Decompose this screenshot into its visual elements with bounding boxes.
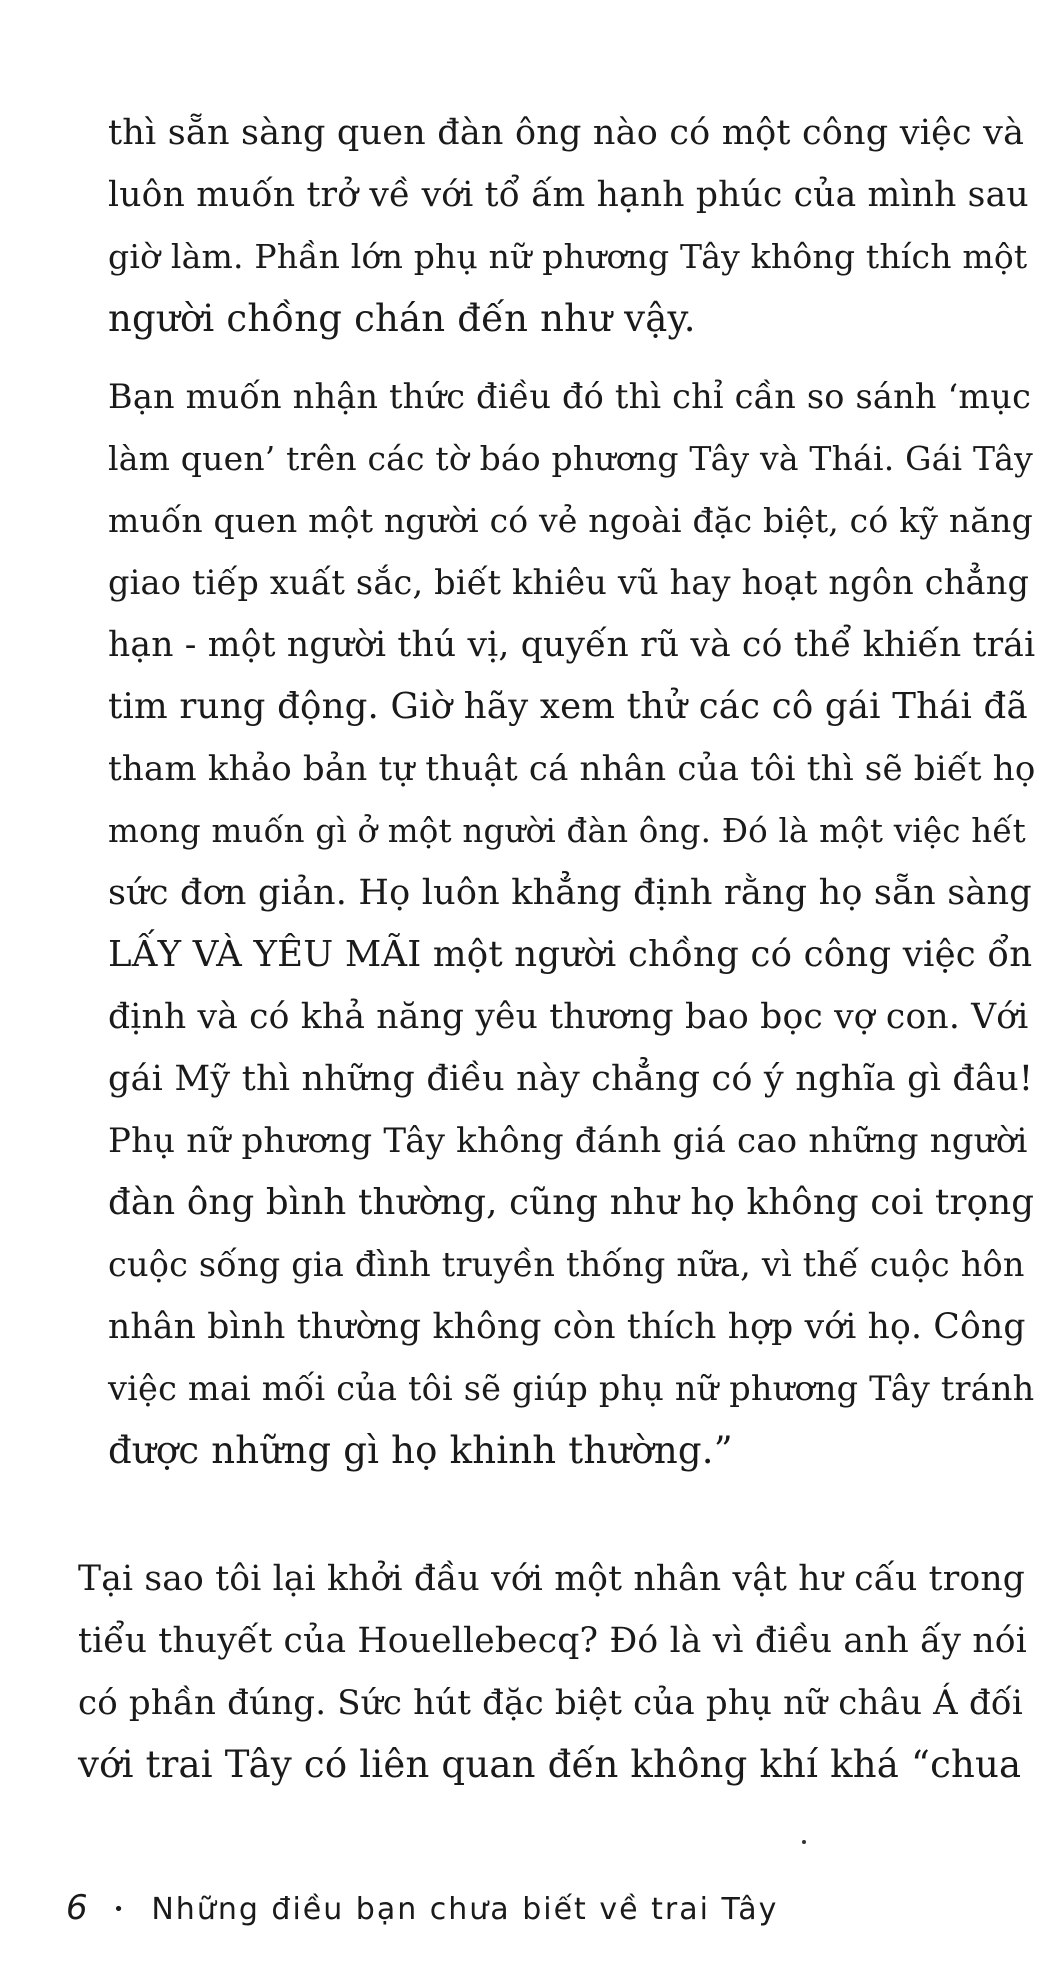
text-line: giờ làm. Phần lớn phụ nữ phương Tây không thích một	[108, 237, 1028, 276]
text-line: cuộc sống gia đình truyền thống nữa, vì thế cuộc hôn	[108, 1245, 1025, 1284]
text-line: làm quen’ trên các tờ báo phương Tây và Thái. Gái Tây	[108, 439, 1033, 478]
text-line: với trai Tây có liên quan đến không khí khá “chua	[78, 1743, 1022, 1786]
text-line: giao tiếp xuất sắc, biết khiêu vũ hay hoạt ngôn chẳng	[108, 563, 1030, 602]
text-line: định và có khả năng yêu thương bao bọc vợ con. Với	[108, 997, 1029, 1037]
text-line: muốn quen một người có vẻ ngoài đặc biệt, có kỹ năng	[108, 501, 1033, 540]
text-line: người chồng chán đến như vậy.	[108, 297, 696, 340]
body-paragraph	[78, 1548, 1036, 1796]
text-line: tiểu thuyết của Houellebecq? Đó là vì điều anh ấy nói	[78, 1621, 1027, 1661]
page-footer	[66, 1888, 778, 1928]
quote-paragraph-1	[108, 102, 1036, 350]
quoted-passage	[108, 102, 1036, 1482]
speck-dot	[802, 1840, 806, 1844]
text-line: tham khảo bản tự thuật cá nhân của tôi thì sẽ biết họ	[108, 749, 1036, 789]
text-line: LẤY VÀ YÊU MÃI một người chồng có công việc ổn	[108, 934, 1033, 975]
text-line: sức đơn giản. Họ luôn khẳng định rằng họ sẵn sàng	[108, 873, 1032, 913]
text-line: tim rung động. Giờ hãy xem thử các cô gái Thái đã	[108, 686, 1028, 727]
quote-paragraph-2	[108, 366, 1036, 1482]
text-line: hạn - một người thú vị, quyến rũ và có thể khiến trái	[108, 625, 1036, 665]
text-line: đàn ông bình thường, cũng như họ không coi trọng	[108, 1182, 1035, 1223]
text-line: có phần đúng. Sức hút đặc biệt của phụ nữ châu Á đối	[78, 1683, 1023, 1723]
text-line: thì sẵn sàng quen đàn ông nào có một công việc và	[108, 113, 1025, 153]
text-line: Bạn muốn nhận thức điều đó thì chỉ cần so sánh ‘mục	[108, 377, 1032, 416]
text-line: việc mai mối của tôi sẽ giúp phụ nữ phương Tây tránh	[108, 1369, 1035, 1408]
text-line: Phụ nữ phương Tây không đánh giá cao những người	[108, 1121, 1028, 1161]
text-line: gái Mỹ thì những điều này chẳng có ý nghĩa gì đâu!	[108, 1059, 1034, 1099]
text-line: luôn muốn trở về với tổ ấm hạnh phúc của mình sau	[108, 175, 1029, 215]
running-title: Những điều bạn chưa biết về trai Tây	[151, 1892, 779, 1927]
text-line: Tại sao tôi lại khởi đầu với một nhân vật hư cấu trong	[78, 1559, 1026, 1599]
text-line: nhân bình thường không còn thích hợp với họ. Công	[108, 1307, 1026, 1347]
bullet-separator: •	[113, 1899, 126, 1920]
text-line: mong muốn gì ở một người đàn ông. Đó là một việc hết	[108, 812, 1026, 850]
page-number: 6	[66, 1888, 90, 1928]
text-line: được những gì họ khinh thường.”	[108, 1429, 733, 1472]
